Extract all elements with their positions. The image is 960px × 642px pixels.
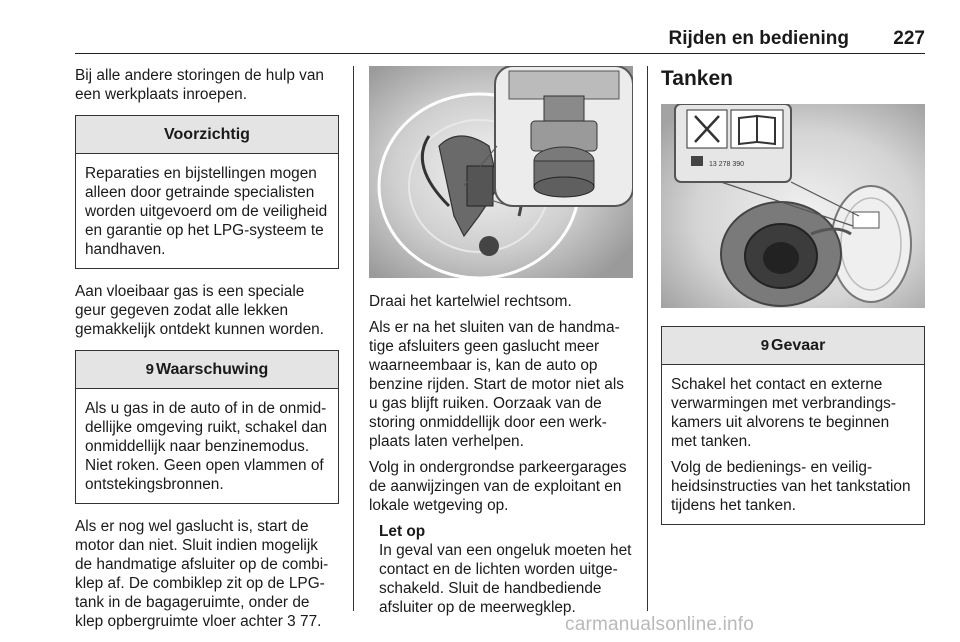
- page-ref-icon: 3: [287, 613, 296, 630]
- paragraph-gas-smell: [75, 517, 339, 631]
- danger-text-2: Volg de bedienings- en veiligheidsinstructies van het tankstation tijdens het tanken.: [671, 459, 911, 514]
- fuel-flap-illustration: [661, 104, 925, 308]
- danger-icon: 9: [760, 337, 770, 354]
- column-3: [661, 66, 925, 538]
- danger-box: [661, 326, 925, 525]
- column-divider-2: [647, 66, 648, 611]
- page-ref-link[interactable]: 77.: [300, 613, 322, 630]
- valve-illustration: [369, 66, 633, 278]
- paragraph-gas-smell-text: Als er nog wel gaslucht is, start de motor dan niet. Sluit indien mogelijk de handmatige afsluiter op de combiklep af. De combiklep zit op de LPG-tank in de bagageruimte, onder de klep opbergruimte vloer achter: [75, 518, 329, 630]
- caution-text: Reparaties en bijstellingen mogen alleen door getrainde specialisten worden uitgevoerd om de veiligheid en garantie op het LPG-systeem te handhaven.: [85, 165, 328, 258]
- column-divider-1: [353, 66, 354, 611]
- paragraph-workshop: Bij alle andere storingen de hulp van een werkplaats inroepen.: [75, 67, 324, 103]
- section-title: Rijden en bediening: [668, 28, 849, 49]
- warning-text: Als u gas in de auto of in de onmiddellijke omgeving ruikt, schakel dan onmiddellijk naar benzinemodus. Niet roken. Geen open vlammen of ontstekingsbronnen.: [85, 400, 328, 493]
- paragraph-drive-on-petrol: Als er na het sluiten van de handmatige afsluiters geen gaslucht meer waarneembaar is, kan de auto op benzine rijden. Start de motor niet als u gas blijft ruiken. Oorzaak van de storing onmiddellijk door een werkplaats laten verhelpen.: [369, 319, 624, 450]
- paragraph-underground-parking: Volg in ondergrondse parkeergarages de aanwijzingen van de exploitant en lokale wetgeving op.: [369, 459, 627, 514]
- paragraph-knurled-wheel: Draai het kartelwiel rechtsom.: [369, 293, 572, 310]
- danger-header: [662, 327, 924, 365]
- page-header: [75, 28, 925, 54]
- note-block: [369, 522, 633, 617]
- note-title: Let op: [379, 523, 426, 540]
- danger-text-1: Schakel het contact en externe verwarmingen met verbrandingskamers uit alvorens te beginnen met tanken.: [671, 376, 896, 450]
- column-2: [369, 66, 633, 617]
- watermark: carmanualsonline.info: [565, 614, 755, 635]
- column-1: [75, 66, 339, 638]
- label-code: 13 278 390: [709, 161, 745, 168]
- page-number: 227: [893, 28, 925, 49]
- paragraph-gas-odor: Aan vloeibaar gas is een speciale geur gegeven zodat alle lekken gemakkelijk ontdekt kunnen worden.: [75, 283, 324, 338]
- caution-box: [75, 115, 339, 269]
- warning-icon: 9: [145, 361, 155, 378]
- caution-title: Voorzichtig: [76, 116, 338, 154]
- section-heading-refuel: Tanken: [661, 67, 733, 90]
- warning-header: [76, 351, 338, 389]
- warning-title: Waarschuwing: [156, 361, 269, 378]
- danger-title: Gevaar: [771, 337, 826, 354]
- note-text: In geval van een ongeluk moeten het contact en de lichten worden uitgeschakeld. Sluit de handbediende afsluiter op de meerwegklep.: [379, 542, 632, 616]
- warning-box: [75, 350, 339, 504]
